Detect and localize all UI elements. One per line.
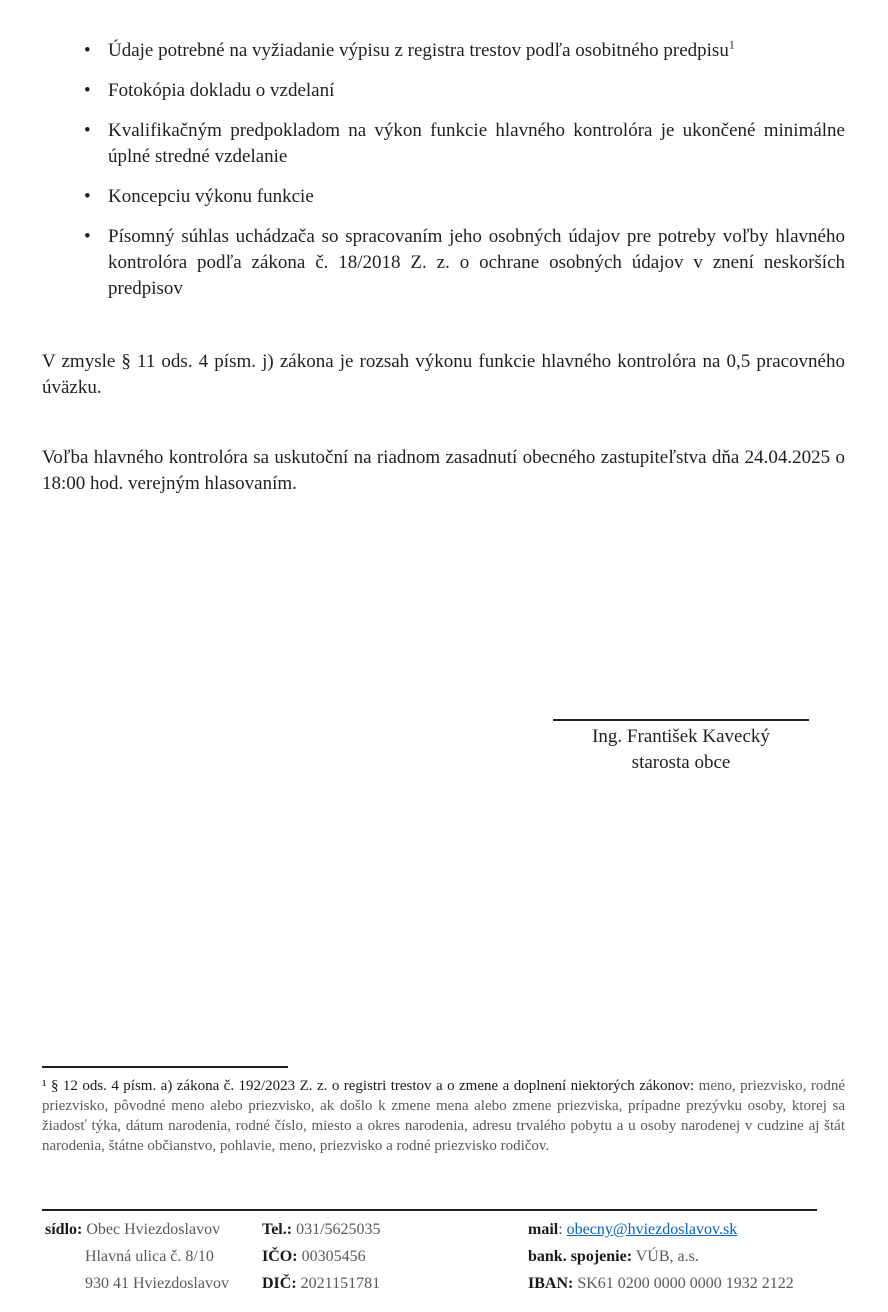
bullet-text: Písomný súhlas uchádzača so spracovaním jeho osobných údajov pre potreby voľby hlavného kontrolóra podľa zákona č. 18/2018 Z. z. o ochrane osobných údajov v znení neskorších predpisov: [108, 226, 845, 299]
paragraph-volba-termin: Voľba hlavného kontrolóra sa uskutoční na riadnom zasadnutí obecného zastupiteľstva dňa 24.04.2025 o 18:00 hod. verejným hlasovaním.: [42, 447, 845, 494]
footer-divider: [42, 1209, 817, 1211]
footnote: [42, 1066, 845, 1156]
footer-address-line2: Hlavná ulica č. 8/10: [85, 1248, 214, 1265]
footnote-reference: ¹ § 12 ods. 4 písm. a) zákona č. 192/2023 Z. z. o registri trestov a o zmene a doplnení niektorých zákonov:: [42, 1078, 695, 1094]
signature-name: Ing. František Kavecký: [592, 726, 770, 747]
bullet-item-register-trestov: [84, 38, 845, 64]
footer-ids-column: [262, 1216, 381, 1297]
bullet-icon: •: [84, 226, 91, 247]
tel-label: Tel.:: [262, 1221, 293, 1238]
bullet-item-koncepcia: [84, 184, 845, 210]
paragraph-rozsah-vykonu: V zmysle § 11 ods. 4 písm. j) zákona je rozsah výkonu funkcie hlavného kontrolóra na 0,5 pracovného úväzku.: [42, 351, 845, 398]
bullet-text: Údaje potrebné na vyžiadanie výpisu z registra trestov podľa osobitného predpisu: [108, 40, 729, 61]
footer-dic-row: [262, 1270, 381, 1297]
tel-value: 031/5625035: [296, 1221, 381, 1238]
ico-label: IČO:: [262, 1248, 298, 1265]
bullet-icon: •: [84, 120, 91, 141]
bullet-icon: •: [84, 186, 91, 207]
bank-value: VÚB, a.s.: [635, 1248, 699, 1265]
footer-mail-row: [528, 1216, 794, 1243]
bullet-icon: •: [84, 40, 91, 61]
footnote-text: [42, 1076, 845, 1156]
footnote-detail: meno, priezvisko, rodné priezvisko, pôvodné meno alebo priezvisko, ak došlo k zmene mena alebo zmene priezviska, prípadne prezývku osoby, ktorej sa žiadosť týka, dátum narodenia, rodné číslo, miesto a okres narodenia, adresu trvalého pobytu a u osoby narodenej v cudzine aj štát narodenia, štátne občianstvo, pohlavie, meno, priezvisko a rodné priezvisko rodičov.: [42, 1078, 846, 1154]
bullet-item-suhlas: [84, 224, 845, 302]
footer-contact-column: [528, 1216, 794, 1297]
bullet-list: [42, 38, 845, 302]
ico-value: 00305456: [301, 1248, 366, 1265]
footnote-divider: [42, 1066, 288, 1068]
bullet-text: Kvalifikačným predpokladom na výkon funkcie hlavného kontrolóra je ukončené minimálne úplné stredné vzdelanie: [108, 120, 845, 167]
footer-sidlo-row: [45, 1216, 229, 1243]
iban-label: IBAN:: [528, 1275, 574, 1292]
bullet-text: Fotokópia dokladu o vzdelaní: [108, 80, 335, 101]
footer-address-line3: 930 41 Hviezdoslavov: [85, 1275, 229, 1292]
sidlo-label: sídlo:: [45, 1221, 83, 1238]
bullet-item-fotokopia: [84, 78, 845, 104]
dic-label: DIČ:: [262, 1275, 297, 1292]
iban-value: SK61 0200 0000 0000 1932 2122: [577, 1275, 794, 1292]
sidlo-value: Obec Hviezdoslavov: [86, 1221, 221, 1238]
footer-ico-row: [262, 1243, 381, 1270]
footer-bank-row: [528, 1243, 794, 1270]
mail-separator: :: [558, 1221, 563, 1238]
footer-iban-row: [528, 1270, 794, 1297]
email-link[interactable]: obecny@hviezdoslavov.sk: [566, 1221, 738, 1238]
footnote-marker: 1: [728, 38, 735, 52]
bullet-item-kvalifikacia: [84, 118, 845, 170]
signature-block: [553, 719, 809, 776]
signature-title: starosta obce: [631, 752, 731, 773]
bullet-icon: •: [84, 80, 91, 101]
bank-label: bank. spojenie:: [528, 1248, 633, 1265]
footer-address-column: [45, 1216, 229, 1297]
document-body: [42, 38, 845, 497]
bullet-text: Koncepciu výkonu funkcie: [108, 186, 314, 207]
signature-line: [553, 719, 809, 721]
page-footer: [42, 1209, 845, 1292]
dic-value: 2021151781: [300, 1275, 381, 1292]
footer-tel-row: [262, 1216, 381, 1243]
mail-label: mail: [528, 1221, 559, 1238]
